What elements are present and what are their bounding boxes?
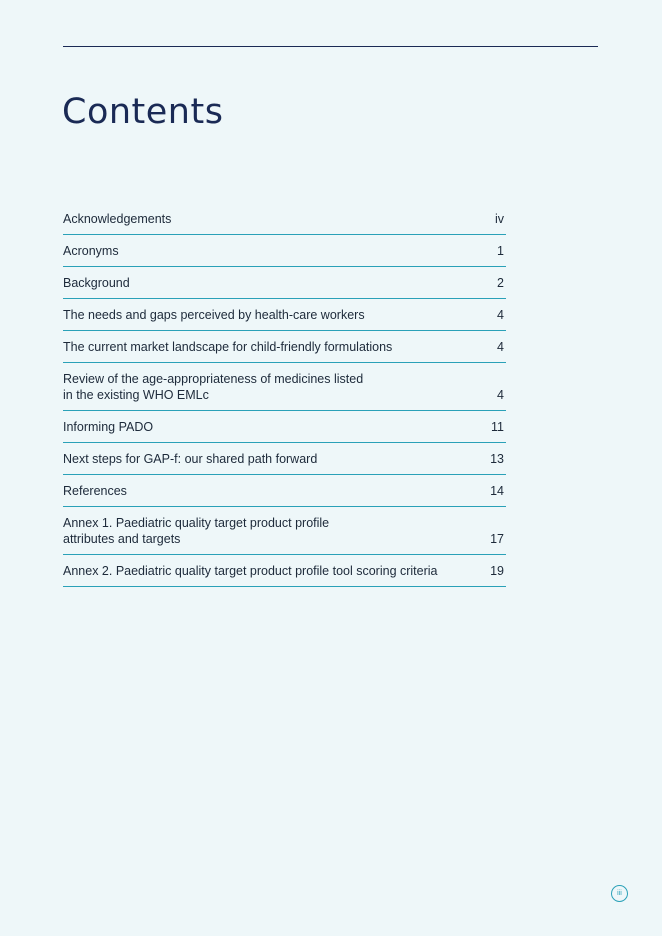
- toc-entry-page: 2: [497, 276, 504, 290]
- toc-entry-annex-2[interactable]: [63, 555, 506, 587]
- toc-entry-label: Annex 2. Paediatric quality target product profile tool scoring criteria: [63, 564, 438, 578]
- toc-entry-page: 4: [497, 308, 504, 322]
- toc-entry-page: 1: [497, 244, 504, 258]
- toc-entry-label: Background: [63, 276, 130, 290]
- toc-entry-next-steps[interactable]: [63, 443, 506, 475]
- toc-entry-page: 4: [497, 340, 504, 354]
- page-title: Contents: [62, 92, 224, 132]
- toc-entry-label: Annex 1. Paediatric quality target product profile attributes and targets: [63, 516, 330, 546]
- toc-entry-acronyms[interactable]: [63, 235, 506, 267]
- toc-entry-label: The needs and gaps perceived by health-care workers: [63, 308, 365, 322]
- top-rule: [63, 46, 598, 47]
- toc-entry-references[interactable]: [63, 475, 506, 507]
- toc-entry-label: The current market landscape for child-friendly formulations: [63, 340, 393, 354]
- toc-entry-page: 19: [490, 564, 504, 578]
- toc-entry-needs-and-gaps[interactable]: [63, 299, 506, 331]
- page-number-badge: iii: [611, 885, 628, 902]
- toc-entry-label: Acknowledgements: [63, 212, 172, 226]
- toc-entry-informing-pado[interactable]: [63, 411, 506, 443]
- toc-entry-label: Informing PADO: [63, 420, 154, 434]
- toc-entry-label: Acronyms: [63, 244, 119, 258]
- toc-entry-label: Review of the age-appropriateness of medicines listed in the existing WHO EMLc: [63, 372, 364, 402]
- toc-entry-background[interactable]: [63, 267, 506, 299]
- toc-entry-label: References: [63, 484, 127, 498]
- table-of-contents: [63, 203, 506, 587]
- toc-entry-page: 14: [490, 484, 504, 498]
- toc-entry-page: 13: [490, 452, 504, 466]
- toc-entry-page: 4: [497, 388, 504, 402]
- toc-entry-acknowledgements[interactable]: [63, 203, 506, 235]
- toc-entry-age-appropriateness-review[interactable]: [63, 363, 506, 411]
- toc-entry-annex-1[interactable]: [63, 507, 506, 555]
- toc-entry-label: Next steps for GAP-f: our shared path forward: [63, 452, 318, 466]
- toc-entry-page: iv: [494, 212, 504, 226]
- toc-entry-page: 17: [490, 532, 504, 546]
- toc-entry-market-landscape[interactable]: [63, 331, 506, 363]
- toc-entry-page: 11: [491, 420, 504, 434]
